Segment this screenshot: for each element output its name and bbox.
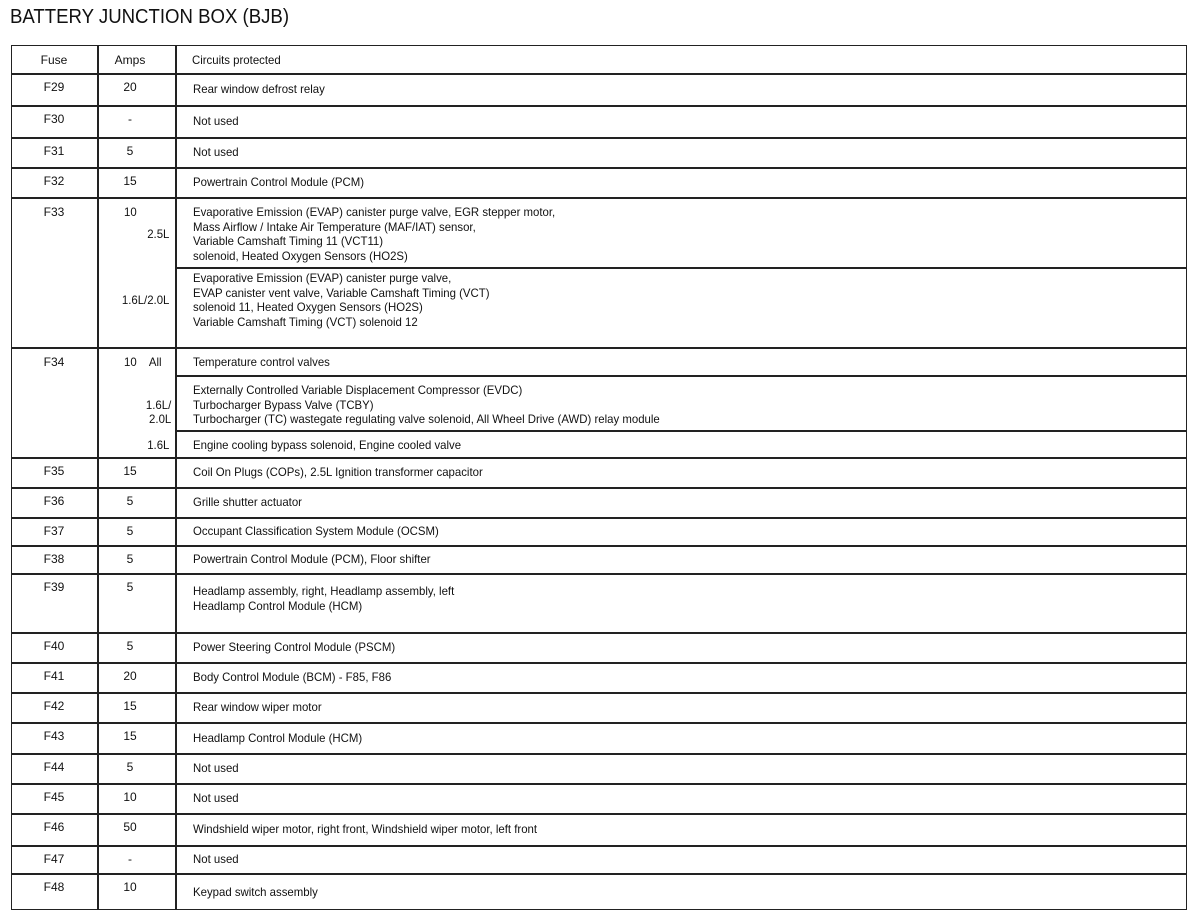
amps-cell: 50 — [123, 820, 137, 834]
circuit-text: Not used — [193, 761, 239, 775]
circuit-text: Coil On Plugs (COPs), 2.5L Ignition transformer capacitor — [193, 465, 483, 479]
circuit-text: Power Steering Control Module (PSCM) — [193, 640, 396, 654]
row-divider — [12, 692, 1186, 694]
segment-divider — [176, 375, 1186, 377]
row-divider — [12, 662, 1186, 664]
fuse-cell: F46 — [43, 820, 65, 834]
header-fuse: Fuse — [40, 53, 68, 67]
amps-cell: - — [128, 852, 132, 866]
amps-cell: 5 — [126, 760, 134, 774]
amps-cell: 20 — [123, 80, 137, 94]
circuit-text: Evaporative Emission (EVAP) canister purge valve, — [193, 271, 452, 285]
row-divider — [12, 487, 1186, 489]
header-circuits: Circuits protected — [192, 53, 281, 67]
circuit-text: Turbocharger Bypass Valve (TCBY) — [193, 397, 374, 412]
circuit-text: Turbocharger (TC) wastegate regulating valve solenoid, All Wheel Drive (AWD) relay module — [193, 412, 660, 426]
fuse-cell: F44 — [43, 760, 65, 774]
circuit-text: Headlamp assembly, right, Headlamp assembly, left — [193, 584, 455, 598]
row-divider — [12, 347, 1186, 349]
circuit-text: Mass Airflow / Intake Air Temperature (MAF/IAT) sensor, — [193, 219, 476, 234]
circuit-text: Not used — [193, 145, 239, 159]
circuit-text: Evaporative Emission (EVAP) canister purge valve, EGR stepper motor, — [193, 205, 556, 219]
circuit-text: EVAP canister vent valve, Variable Camshaft Timing (VCT) — [193, 285, 490, 300]
page-title: BATTERY JUNCTION BOX (BJB) — [10, 6, 290, 28]
amps-cell: 5 — [126, 580, 134, 594]
variant-label: 1.6L — [147, 438, 170, 453]
amps-cell: 5 — [126, 494, 134, 508]
fuse-cell: F41 — [43, 669, 65, 683]
circuit-text: Rear window wiper motor — [193, 700, 322, 714]
row-divider — [12, 167, 1186, 169]
amps-cell: 5 — [126, 552, 134, 566]
fuse-cell: F42 — [43, 699, 65, 713]
amps-cell: - — [128, 112, 132, 126]
fuse-cell: F38 — [43, 552, 65, 566]
amps-cell: 10 — [124, 205, 137, 219]
circuit-text: Body Control Module (BCM) - F85, F86 — [193, 670, 392, 684]
amps-cell: 10 — [124, 355, 137, 369]
amps-cell: 5 — [126, 524, 134, 538]
column-divider — [175, 46, 177, 909]
row-divider — [12, 457, 1186, 459]
fuse-cell: F43 — [43, 729, 65, 743]
row-divider — [12, 783, 1186, 785]
row-divider — [12, 517, 1186, 519]
row-divider — [12, 573, 1186, 575]
fuse-cell: F36 — [43, 494, 65, 508]
row-divider — [12, 813, 1186, 815]
header-amps: Amps — [114, 53, 146, 67]
variant-label: 1.6L/ 2.0L — [145, 397, 172, 427]
row-divider — [12, 873, 1186, 875]
row-divider — [12, 722, 1186, 724]
amps-cell: 15 — [123, 729, 137, 743]
amps-cell: 5 — [126, 639, 134, 653]
circuit-text: Engine cooling bypass solenoid, Engine cooled valve — [193, 438, 462, 452]
circuit-text: Externally Controlled Variable Displacement Compressor (EVDC) — [193, 383, 523, 397]
circuit-text: Not used — [193, 791, 239, 805]
amps-cell: 15 — [123, 174, 137, 188]
circuit-text: Powertrain Control Module (PCM), Floor shifter — [193, 552, 431, 566]
header-divider — [12, 73, 1186, 75]
amps-cell: 20 — [123, 669, 137, 683]
variant-label: 2.5L — [147, 227, 170, 241]
fuse-cell: F31 — [43, 144, 65, 158]
circuit-text: Windshield wiper motor, right front, Windshield wiper motor, left front — [193, 822, 538, 836]
row-divider — [12, 845, 1186, 847]
circuit-text: solenoid 11, Heated Oxygen Sensors (HO2S) — [193, 300, 423, 314]
fuse-table — [11, 45, 1187, 910]
fuse-cell: F34 — [43, 355, 65, 369]
segment-divider — [176, 267, 1186, 269]
variant-label: 1.6L/2.0L — [121, 293, 170, 307]
circuit-text: solenoid, Heated Oxygen Sensors (HO2S) — [193, 248, 408, 263]
row-divider — [12, 197, 1186, 199]
row-divider — [12, 632, 1186, 634]
row-divider — [12, 545, 1186, 547]
amps-cell: 15 — [123, 464, 137, 478]
fuse-cell: F48 — [43, 880, 65, 894]
fuse-cell: F35 — [43, 464, 65, 478]
fuse-cell: F33 — [43, 205, 65, 219]
fuse-cell: F40 — [43, 639, 65, 653]
amps-cell: 5 — [126, 144, 134, 158]
amps-cell: 10 — [123, 790, 137, 804]
row-divider — [12, 753, 1186, 755]
circuit-text: Not used — [193, 114, 239, 128]
fuse-cell: F30 — [43, 112, 65, 126]
fuse-cell: F32 — [43, 174, 65, 188]
fuse-cell: F45 — [43, 790, 65, 804]
amps-cell: 15 — [123, 699, 137, 713]
fuse-cell: F29 — [43, 80, 65, 94]
circuit-text: Variable Camshaft Timing 11 (VCT11) — [193, 234, 384, 248]
circuit-text: Grille shutter actuator — [193, 495, 302, 509]
row-divider — [12, 105, 1186, 107]
circuit-text: Occupant Classification System Module (OCSM) — [193, 524, 439, 538]
fuse-cell: F37 — [43, 524, 65, 538]
circuit-text: Not used — [193, 852, 239, 866]
fuse-cell: F39 — [43, 580, 65, 594]
circuit-text: Headlamp Control Module (HCM) — [193, 598, 363, 613]
fuse-cell: F47 — [43, 852, 65, 866]
segment-divider — [176, 430, 1186, 432]
circuit-text: Powertrain Control Module (PCM) — [193, 175, 365, 189]
circuit-text: Keypad switch assembly — [193, 884, 318, 899]
circuit-text: Headlamp Control Module (HCM) — [193, 730, 363, 745]
circuit-text: Rear window defrost relay — [193, 82, 325, 96]
amps-cell: 10 — [123, 880, 137, 894]
circuit-text: Temperature control valves — [193, 355, 330, 369]
row-divider — [12, 137, 1186, 139]
variant-label: All — [148, 355, 162, 369]
circuit-text: Variable Camshaft Timing (VCT) solenoid 12 — [193, 314, 418, 329]
